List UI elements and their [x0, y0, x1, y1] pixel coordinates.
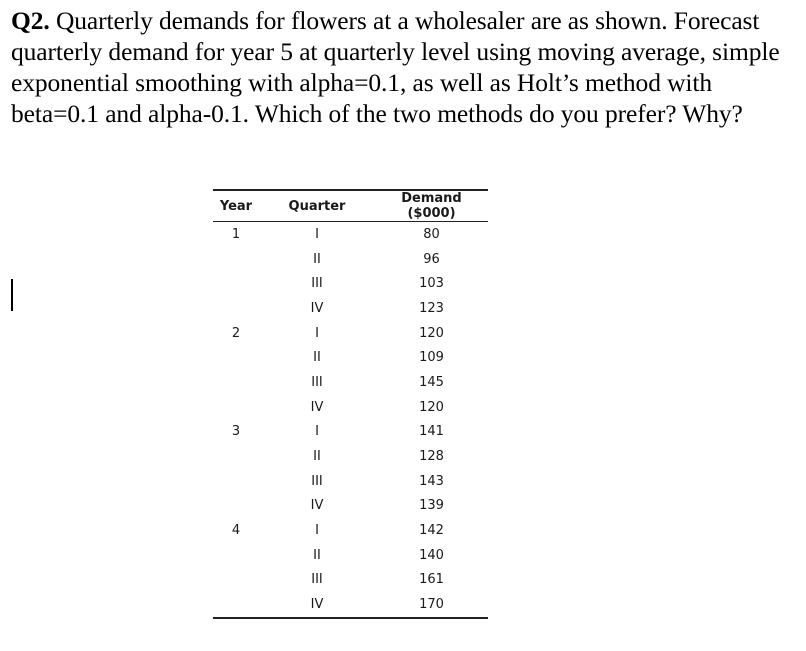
year-cell [213, 345, 259, 370]
quarter-cell: IV [310, 300, 324, 316]
year-cell: 2 [231, 325, 241, 341]
year-cell [213, 296, 259, 321]
quarter-cell: IV [310, 597, 324, 613]
table-row [213, 247, 488, 272]
demand-cell: 128 [419, 449, 444, 465]
quarter-cell: II [313, 251, 321, 267]
year-cell [213, 247, 259, 272]
table-row [213, 518, 488, 543]
quarter-cell: I [315, 325, 319, 341]
quarter-cell: IV [310, 399, 324, 415]
table-row [213, 568, 488, 593]
text-cursor [11, 279, 13, 311]
table-row [213, 592, 488, 618]
demand-cell: 80 [423, 226, 440, 242]
year-cell [213, 469, 259, 494]
table-row [213, 321, 488, 346]
demand-cell: 96 [423, 251, 440, 267]
header-demand: Demand ($000) [401, 191, 462, 221]
demand-table [213, 189, 488, 619]
year-cell [213, 494, 259, 519]
header-quarter: Quarter [288, 198, 346, 214]
quarter-cell: II [313, 350, 321, 366]
table-row [213, 271, 488, 296]
year-cell [213, 370, 259, 395]
demand-cell: 161 [419, 572, 444, 588]
table-row [213, 420, 488, 445]
year-cell: 1 [231, 226, 241, 242]
header-year: Year [219, 198, 253, 214]
year-cell [213, 395, 259, 420]
quarter-cell: I [315, 424, 319, 440]
year-cell [213, 568, 259, 593]
table-row [213, 345, 488, 370]
question-body: Quarterly demands for flowers at a wholesaler are as shown. Forecast quarterly demand for year 5 at quarterly level using moving average, simple exponential smoothing with alpha=0.1, as well as Holt’s method with beta=0.1 and alpha-0.1. Which of the two methods do you prefer? Why? [11, 6, 780, 128]
table-row [213, 395, 488, 420]
year-cell [213, 271, 259, 296]
demand-cell: 142 [419, 523, 444, 539]
table-row [213, 494, 488, 519]
year-cell [213, 444, 259, 469]
year-cell: 4 [231, 523, 241, 539]
demand-cell: 139 [419, 498, 444, 514]
quarter-cell: II [313, 547, 321, 563]
demand-cell: 103 [419, 276, 444, 292]
demand-cell: 140 [419, 547, 444, 563]
year-cell [213, 543, 259, 568]
quarter-cell: III [311, 572, 323, 588]
quarter-cell: I [315, 226, 319, 242]
demand-cell: 123 [419, 300, 444, 316]
quarter-cell: III [311, 473, 323, 489]
table-body [213, 222, 488, 619]
question-text [11, 5, 796, 129]
quarter-cell: IV [310, 498, 324, 514]
table-header-row [213, 190, 488, 222]
table-row [213, 444, 488, 469]
question-label: Q2. [11, 6, 50, 35]
quarter-cell: I [315, 523, 319, 539]
quarter-cell: III [311, 276, 323, 292]
demand-cell: 143 [419, 473, 444, 489]
table-row [213, 370, 488, 395]
table-row [213, 222, 488, 247]
demand-cell: 120 [419, 325, 444, 341]
demand-cell: 141 [419, 424, 444, 440]
year-cell: 3 [231, 424, 241, 440]
table-row [213, 469, 488, 494]
quarter-cell: III [311, 374, 323, 390]
demand-cell: 170 [419, 597, 444, 613]
table-row [213, 296, 488, 321]
demand-cell: 145 [419, 374, 444, 390]
table-row [213, 543, 488, 568]
quarter-cell: II [313, 449, 321, 465]
demand-cell: 109 [419, 350, 444, 366]
demand-cell: 120 [419, 399, 444, 415]
demand-table-container [213, 189, 488, 619]
year-cell [213, 592, 259, 618]
